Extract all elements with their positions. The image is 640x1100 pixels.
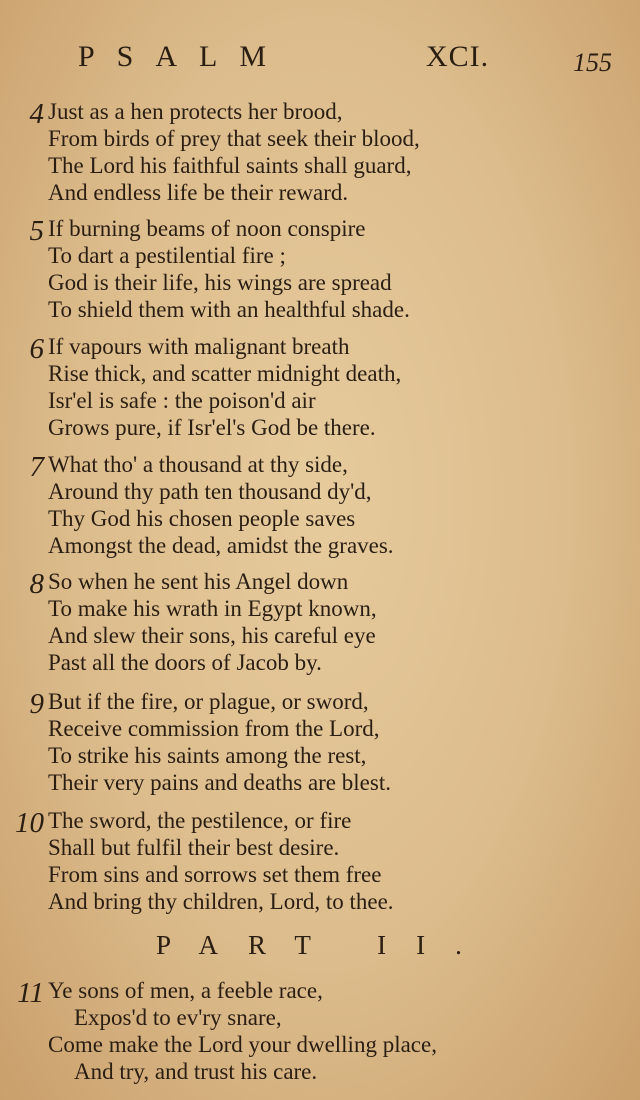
verse-number: 11 [17, 977, 44, 1009]
verse-line: What tho' a thousand at thy side, [48, 452, 348, 477]
verse-line: Come make the Lord your dwelling place, [48, 1032, 437, 1057]
verse-line: And slew their sons, his careful eye [48, 623, 376, 648]
verse-line: And endless life be their reward. [48, 180, 349, 205]
verse-line: And bring thy children, Lord, to thee. [48, 889, 394, 914]
verse-line: The sword, the pestilence, or fire [48, 808, 352, 833]
verse-line: So when he sent his Angel down [48, 569, 349, 594]
verse-line: Ye sons of men, a feeble race, [48, 978, 323, 1003]
verse-line: Amongst the dead, amidst the graves. [48, 533, 394, 558]
verse-number: 8 [29, 568, 44, 600]
verse-line: To make his wrath in Egypt known, [48, 596, 377, 621]
page-number: 155 [573, 48, 612, 77]
verse-line: From sins and sorrows set them free [48, 862, 382, 887]
verse-line: Rise thick, and scatter midnight death, [48, 361, 402, 386]
verse-line: But if the fire, or plague, or sword, [48, 689, 369, 714]
verse-line: To strike his saints among the rest, [48, 743, 367, 768]
verse-line: If burning beams of noon conspire [48, 216, 366, 241]
verse-line-indented: And try, and trust his care. [74, 1059, 318, 1084]
verse-line: Isr'el is safe : the poison'd air [48, 388, 316, 413]
verse-line: Past all the doors of Jacob by. [48, 650, 322, 675]
page-header [78, 40, 612, 80]
verse-number: 10 [15, 807, 44, 839]
verse-number: 9 [29, 688, 44, 720]
verse-line: If vapours with malignant breath [48, 334, 350, 359]
verse-number: 6 [29, 333, 44, 365]
verse-number: 5 [29, 215, 44, 247]
verse-line: To shield them with an healthful shade. [48, 297, 410, 322]
verse-line: From birds of prey that seek their blood, [48, 126, 420, 151]
verse-line: Their very pains and deaths are blest. [48, 770, 391, 795]
part-heading: PART II. [156, 930, 492, 960]
running-title: PSALM [78, 40, 289, 73]
verse-line: Shall but fulfil their best desire. [48, 835, 340, 860]
verse-line: Just as a hen protects her brood, [48, 99, 343, 124]
verse-line: Around thy path ten thousand dy'd, [48, 479, 372, 504]
verse-line-indented: Expos'd to ev'ry snare, [74, 1005, 282, 1030]
verse-number: 4 [29, 98, 44, 130]
verse-line: Receive commission from the Lord, [48, 716, 380, 741]
verse-number: 7 [29, 451, 44, 483]
verse-line: Thy God his chosen people saves [48, 506, 356, 531]
psalm-number: XCI. [426, 40, 490, 73]
verse-line: Grows pure, if Isr'el's God be there. [48, 415, 376, 440]
verse-line: The Lord his faithful saints shall guard, [48, 153, 412, 178]
verse-line: To dart a pestilential fire ; [48, 243, 286, 268]
verse-line: God is their life, his wings are spread [48, 270, 392, 295]
